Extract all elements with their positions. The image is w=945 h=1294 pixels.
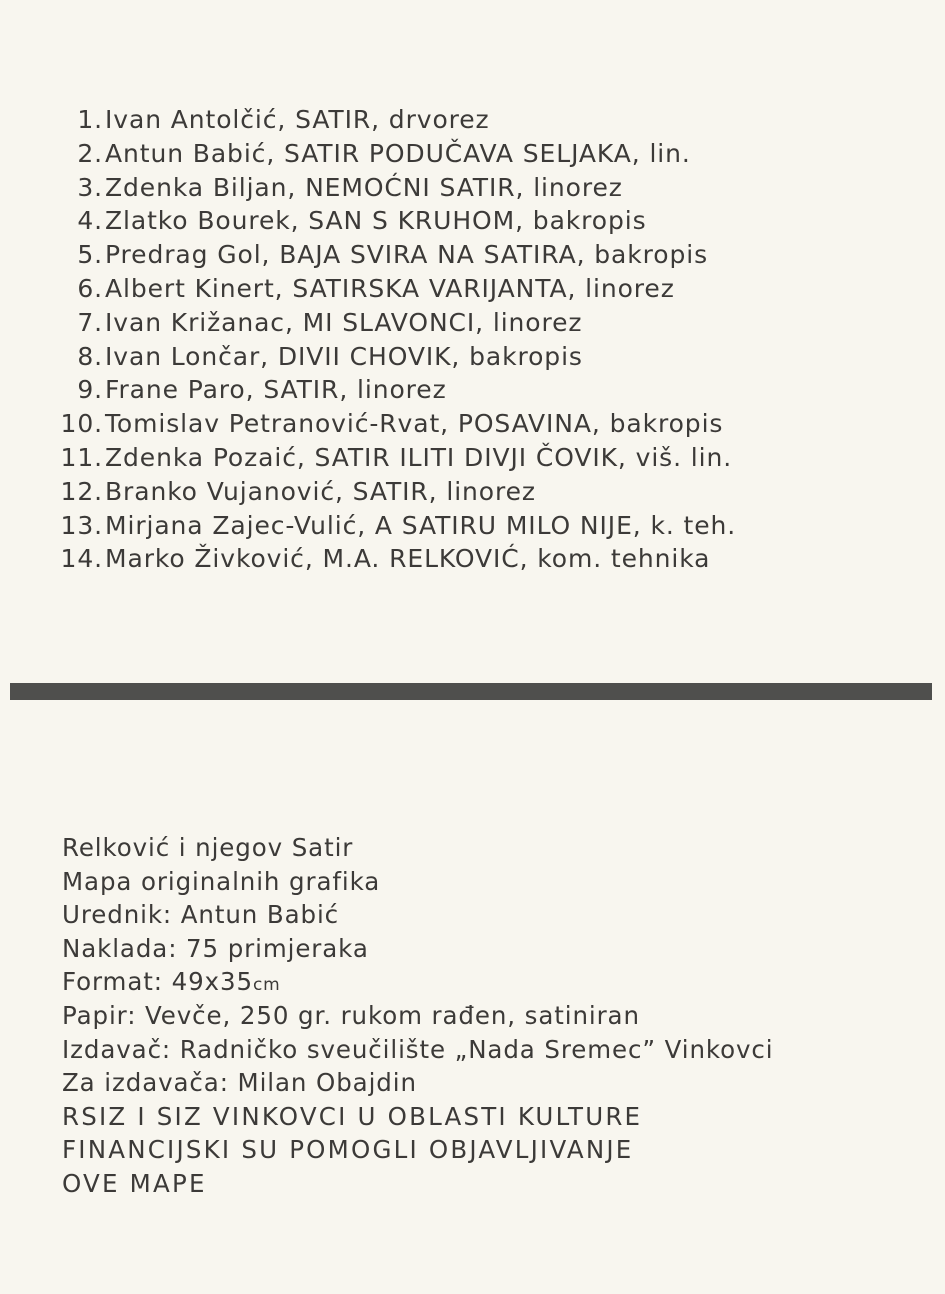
colophon-edition: Naklada: 75 primjeraka	[62, 933, 369, 963]
list-item	[55, 206, 875, 240]
works-list	[55, 105, 875, 578]
item-number: 12.	[60, 476, 103, 506]
item-text: Tomislav Petranović-Rvat, POSAVINA, bakropis	[105, 409, 724, 439]
colophon-support-line: FINANCIJSKI SU POMOGLI OBJAVLJIVANJE	[62, 1135, 634, 1165]
item-text: Zlatko Bourek, SAN S KRUHOM, bakropis	[105, 206, 647, 236]
format-unit: cm	[252, 975, 281, 996]
item-number: 8.	[77, 341, 103, 371]
list-item	[55, 511, 875, 545]
item-text: Antun Babić, SATIR PODUČAVA SELJAKA, lin.	[105, 138, 691, 168]
colophon-editor: Urednik: Antun Babić	[62, 900, 340, 930]
item-text: Marko Živković, M.A. RELKOVIĆ, kom. tehnika	[105, 544, 711, 574]
section-divider	[10, 683, 932, 700]
item-number: 14.	[60, 544, 103, 574]
item-text: Albert Kinert, SATIRSKA VARIJANTA, linorez	[105, 273, 675, 303]
list-item	[55, 375, 875, 409]
item-number: 7.	[77, 307, 103, 337]
format-label: Format: 49x35	[62, 967, 253, 997]
colophon-title: Relković i njegov Satir	[62, 833, 354, 862]
item-text: Ivan Lončar, DIVII CHOVIK, bakropis	[105, 341, 583, 371]
colophon-support-line: RSIZ I SIZ VINKOVCI U OBLASTI KULTURE	[62, 1101, 643, 1131]
item-text: Branko Vujanović, SATIR, linorez	[105, 476, 536, 506]
colophon-subtitle: Mapa originalnih grafika	[62, 866, 381, 896]
list-item	[55, 240, 875, 274]
item-number: 13.	[60, 510, 103, 540]
item-number: 9.	[77, 375, 103, 405]
item-number: 11.	[60, 442, 103, 472]
list-item	[55, 139, 875, 173]
list-item	[55, 105, 875, 139]
item-number: 3.	[77, 172, 103, 202]
item-text: Predrag Gol, BAJA SVIRA NA SATIRA, bakropis	[105, 240, 708, 270]
list-item	[55, 308, 875, 342]
colophon	[62, 833, 922, 1203]
list-item	[55, 342, 875, 376]
item-text: Ivan Križanac, MI SLAVONCI, linorez	[105, 307, 583, 337]
colophon-support-line: OVE MAPE	[62, 1168, 207, 1198]
item-text: Zdenka Biljan, NEMOĆNI SATIR, linorez	[105, 172, 623, 202]
item-number: 10.	[60, 409, 103, 439]
list-item	[55, 409, 875, 443]
item-text: Mirjana Zajec-Vulić, A SATIRU MILO NIJE, k. teh.	[105, 510, 737, 540]
list-item	[55, 173, 875, 207]
item-number: 5.	[77, 240, 103, 270]
item-text: Zdenka Pozaić, SATIR ILITI DIVJI ČOVIK, viš. lin.	[105, 442, 733, 472]
item-number: 2.	[77, 138, 103, 168]
item-number: 4.	[77, 206, 103, 236]
list-item	[55, 544, 875, 578]
item-text: Ivan Antolčić, SATIR, drvorez	[105, 105, 490, 134]
item-text: Frane Paro, SATIR, linorez	[105, 375, 447, 405]
colophon-for-publisher: Za izdavača: Milan Obajdin	[62, 1068, 417, 1098]
list-item	[55, 443, 875, 477]
item-number: 1.	[77, 105, 103, 134]
list-item	[55, 274, 875, 308]
list-item	[55, 477, 875, 511]
colophon-publisher: Izdavač: Radničko sveučilište „Nada Sremec” Vinkovci	[62, 1034, 774, 1064]
colophon-format	[62, 967, 922, 1001]
colophon-paper: Papir: Vevče, 250 gr. rukom rađen, satiniran	[62, 1000, 640, 1030]
item-number: 6.	[77, 273, 103, 303]
